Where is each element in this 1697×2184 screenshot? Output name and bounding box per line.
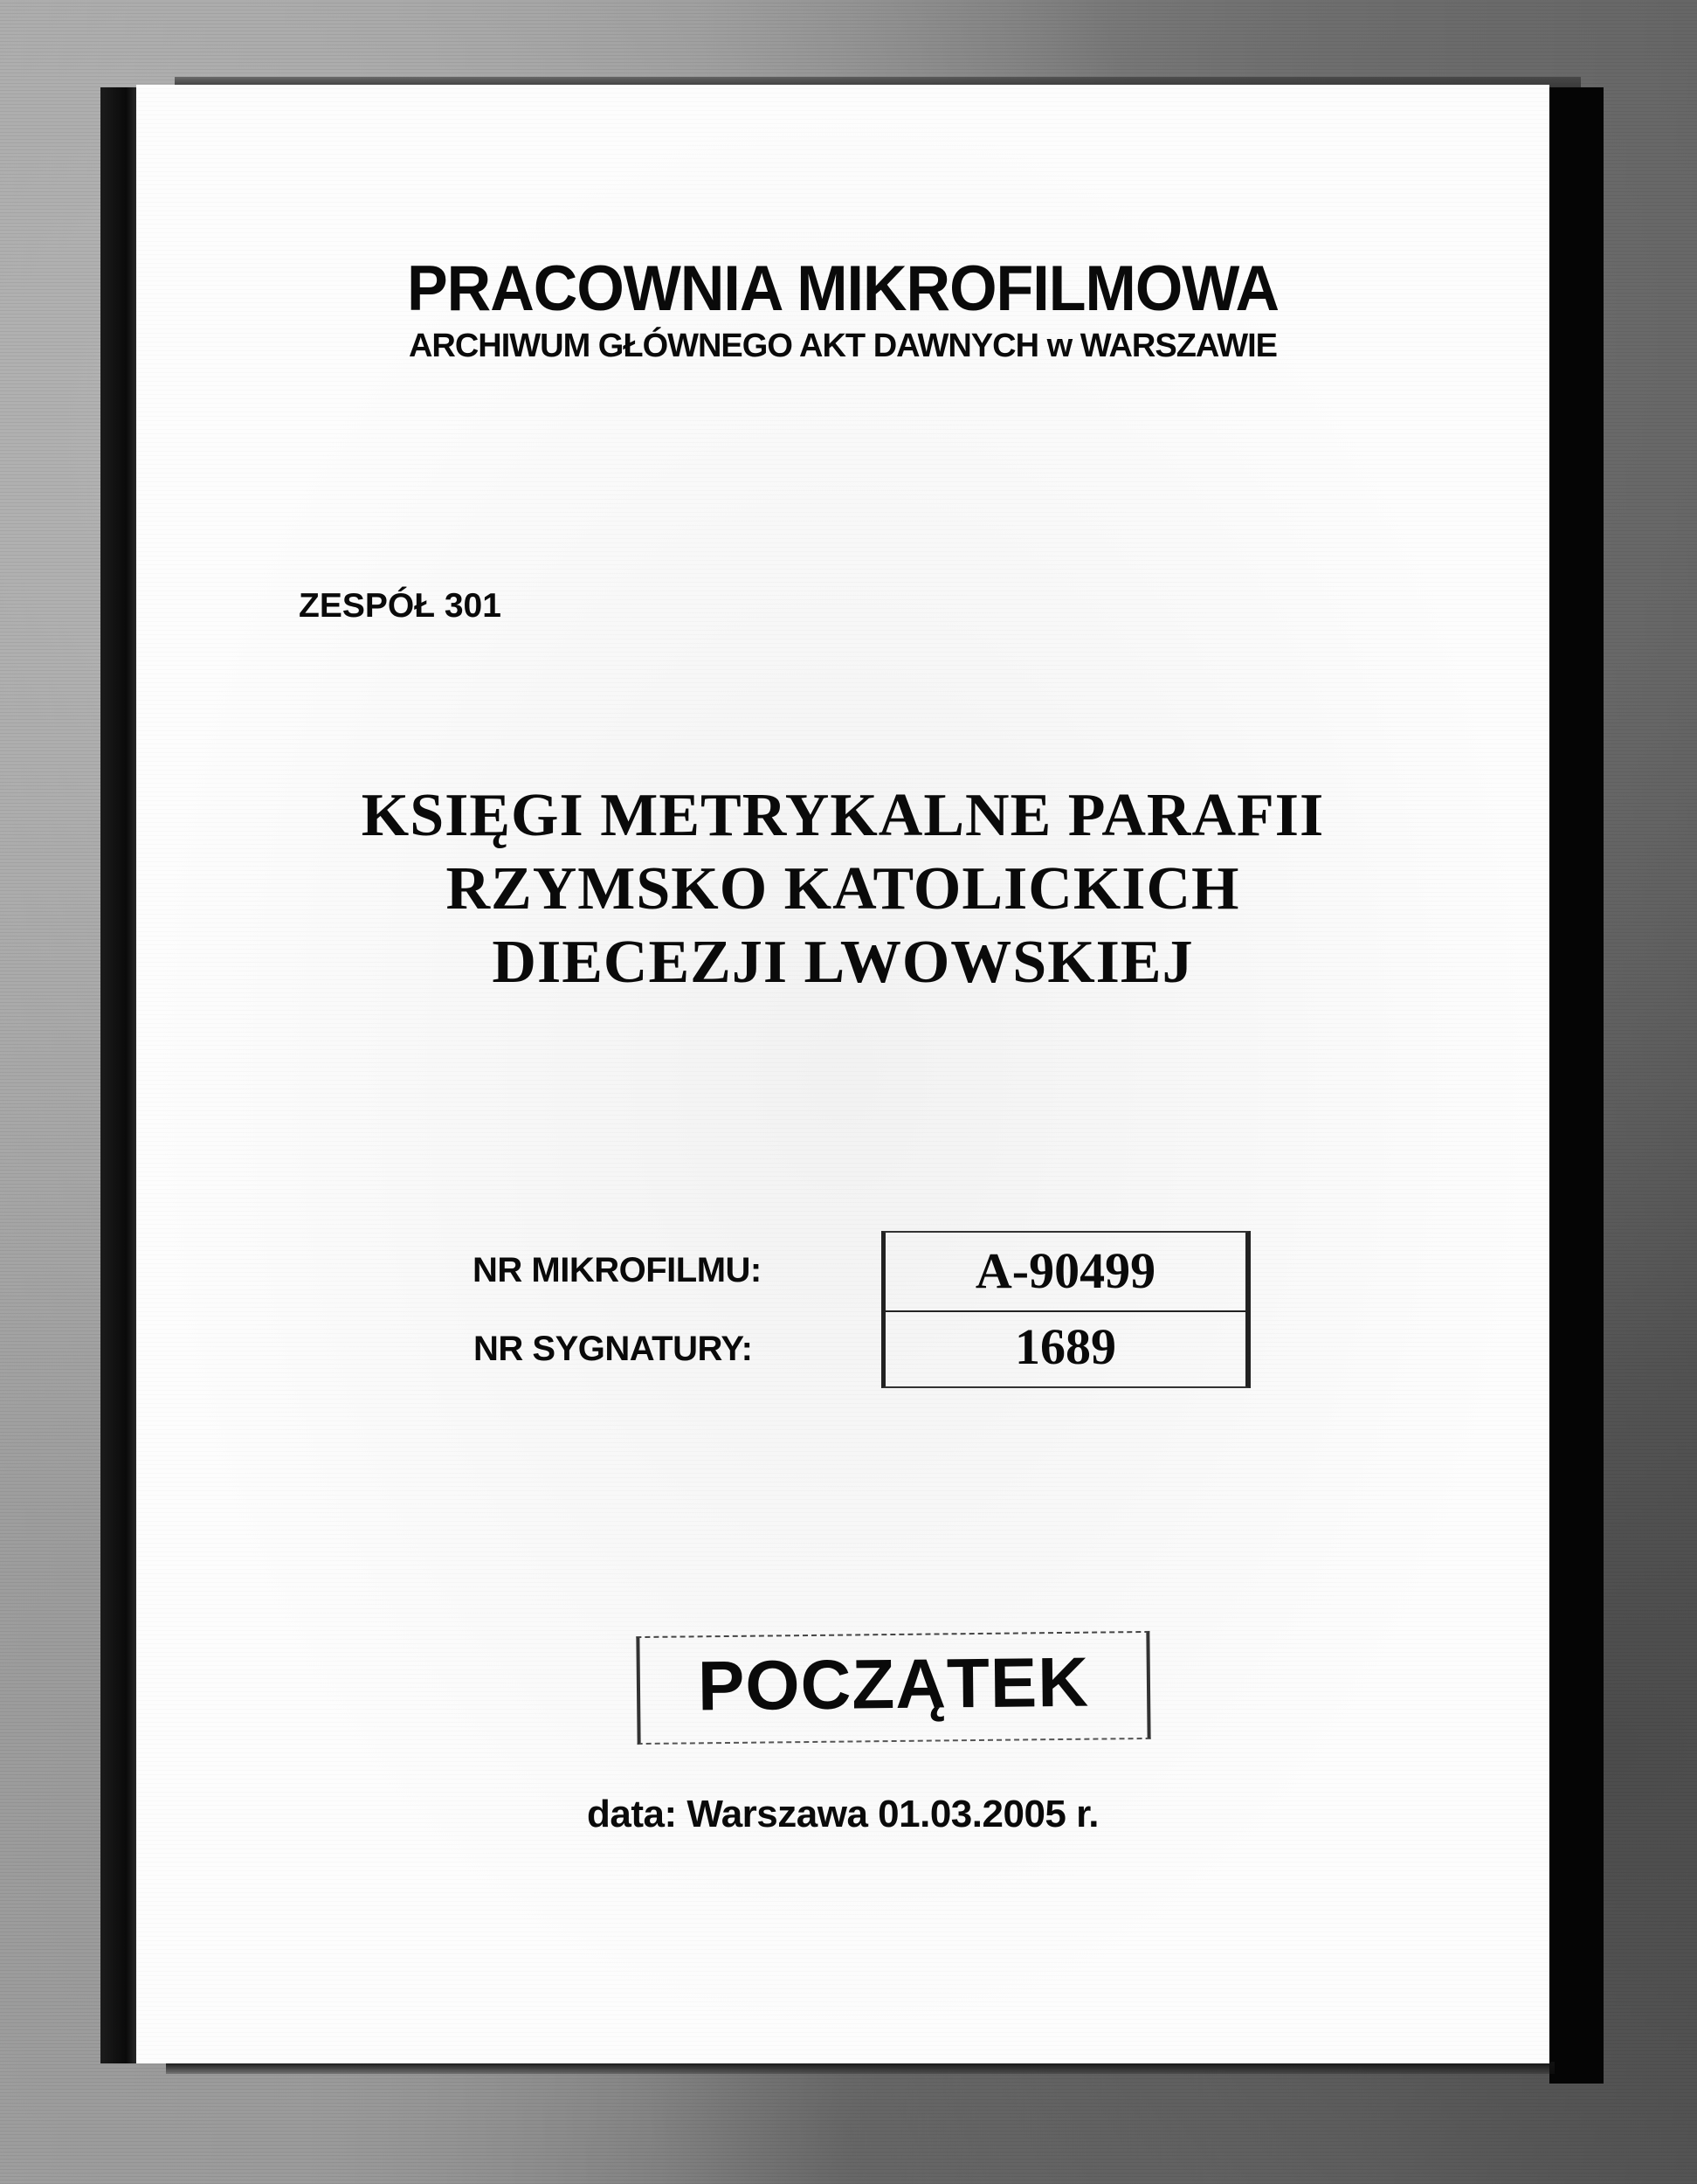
collection-title-line-2: RZYMSKO KATOLICKICH (445, 855, 1240, 923)
microfilm-number-label: NR MIKROFILMU: (473, 1251, 762, 1289)
signature-number-label: NR SYGNATURY: (473, 1330, 753, 1368)
archive-name: ARCHIWUM GŁÓWNEGO AKT DAWNYCH w WARSZAWIE (408, 328, 1278, 364)
identifier-box (881, 1231, 1251, 1388)
identifier-divider (886, 1310, 1245, 1312)
collection-title (136, 779, 1549, 999)
microfilm-title-sheet (136, 85, 1549, 2063)
signature-number-value: 1689 (1015, 1318, 1116, 1375)
page-right-shadow (1549, 87, 1604, 2084)
start-marker-label: POCZĄTEK (697, 1642, 1090, 1725)
page-bottom-shadow (166, 2062, 1555, 2074)
lab-title: PRACOWNIA MIKROFILMOWA (406, 252, 1280, 324)
start-marker-box (636, 1631, 1150, 1745)
microfilm-number-value: A-90499 (975, 1242, 1156, 1299)
fonds-number: ZESPÓŁ 301 (299, 587, 501, 625)
collection-title-line-1: KSIĘGI METRYKALNE PARAFII (361, 782, 1325, 849)
collection-title-line-3: DIECEZJI LWOWSKIEJ (492, 929, 1194, 996)
page-left-shadow (100, 87, 137, 2063)
date-line: data: Warszawa 01.03.2005 r. (586, 1793, 1100, 1835)
